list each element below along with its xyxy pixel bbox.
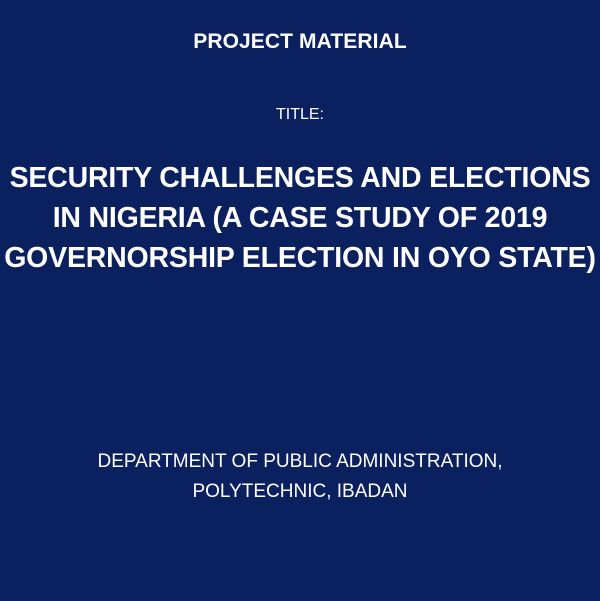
project-title-line: SECURITY CHALLENGES AND ELECTIONS: [9, 162, 591, 194]
project-title-line: IN NIGERIA (A CASE STUDY OF 2019: [52, 202, 548, 234]
page-header: PROJECT MATERIAL: [193, 30, 407, 53]
title-label: TITLE:: [275, 106, 324, 123]
project-title-line: GOVERNORSHIP ELECTION IN OYO STATE): [4, 242, 596, 274]
department-line: DEPARTMENT OF PUBLIC ADMINISTRATION,: [97, 451, 503, 472]
institution-line: POLYTECHNIC, IBADAN: [192, 481, 408, 502]
project-title: [0, 158, 600, 278]
department-block: [0, 447, 600, 507]
